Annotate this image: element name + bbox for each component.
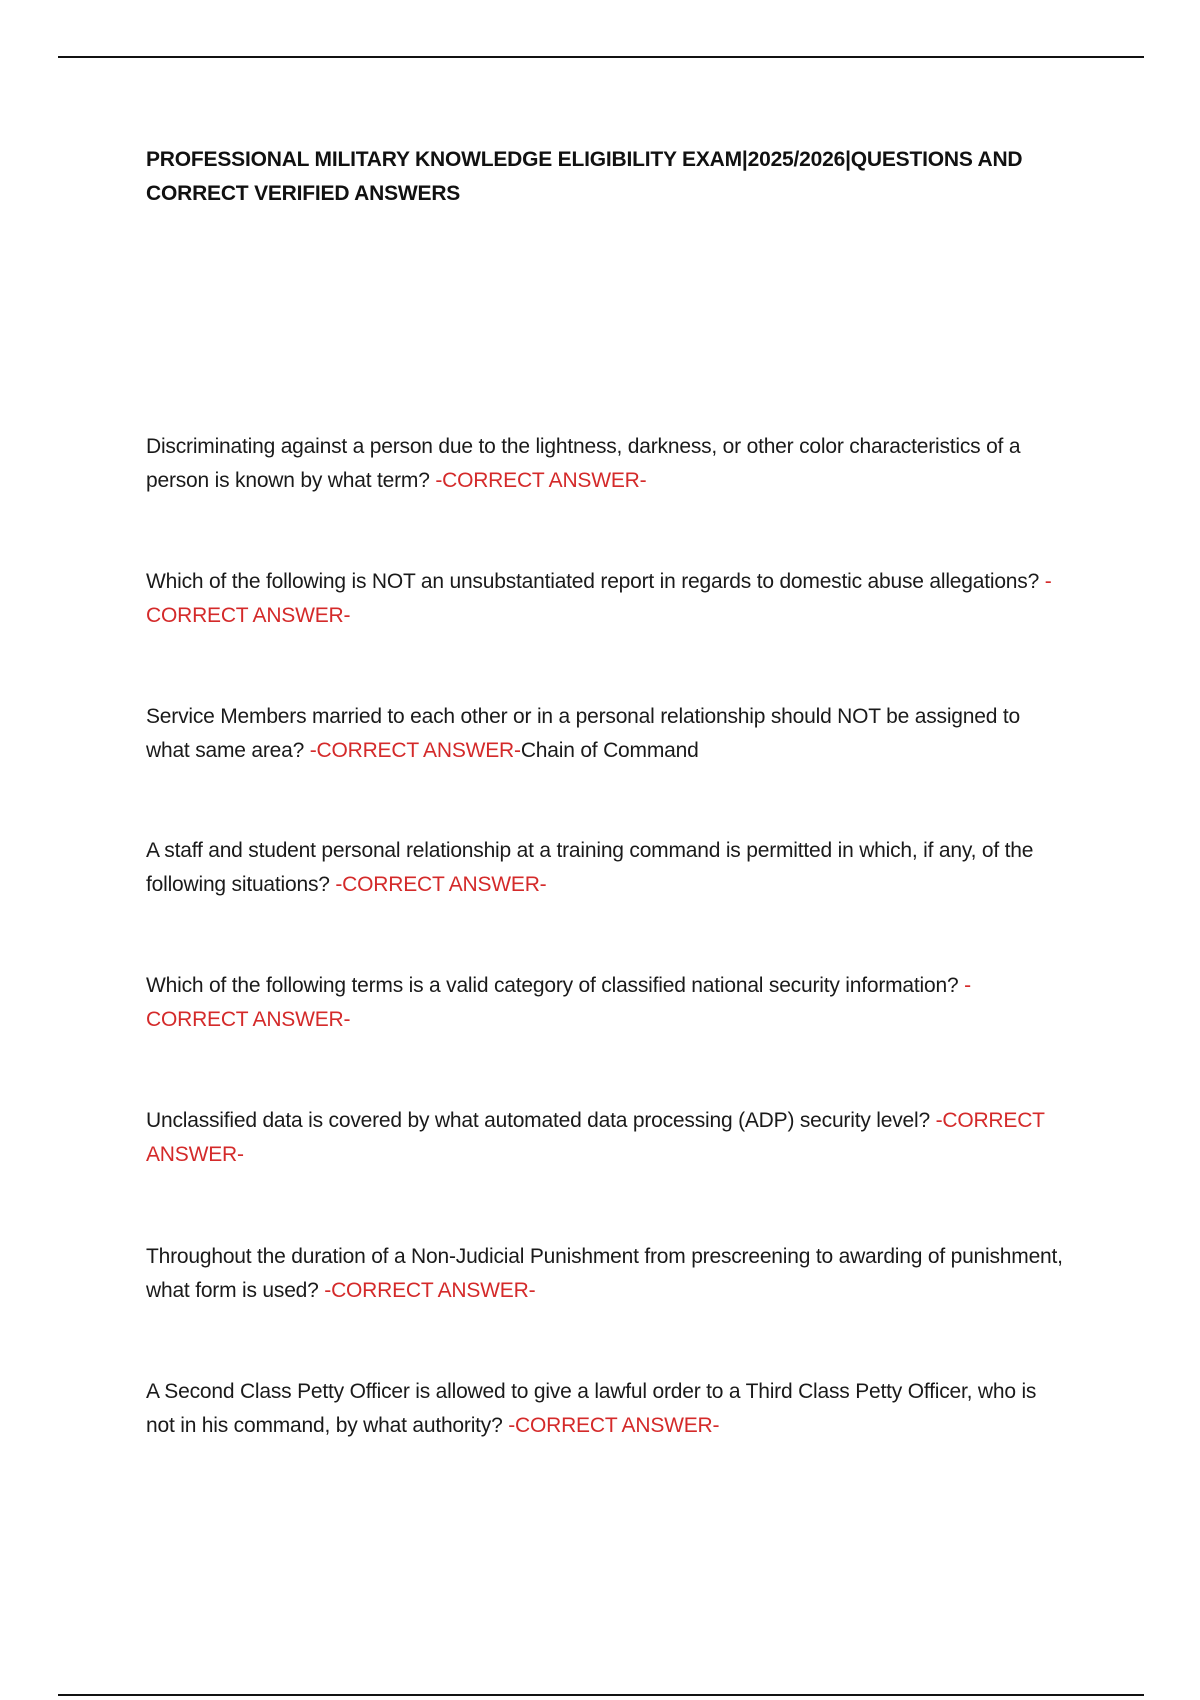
question-item <box>146 700 1066 768</box>
question-text: A staff and student personal relationship at a training command is permitted in which, if any, of the following situations? <box>146 839 1034 896</box>
correct-answer-marker: -CORRECT ANSWER- <box>309 739 521 762</box>
question-text: Unclassified data is covered by what automated data processing (ADP) security level? <box>146 1109 936 1132</box>
question-text: Which of the following terms is a valid category of classified national security information? <box>146 974 965 997</box>
question-item <box>146 430 1066 498</box>
question-item <box>146 1375 1066 1443</box>
question-item <box>146 969 1066 1037</box>
document-title: PROFESSIONAL MILITARY KNOWLEDGE ELIGIBILITY EXAM|2025/2026|QUESTIONS AND CORRECT VERIFIED ANSWERS <box>146 148 1023 205</box>
question-item <box>146 834 1066 902</box>
correct-answer-marker: -CORRECT ANSWER- <box>146 974 971 1031</box>
bottom-rule <box>58 1694 1144 1696</box>
top-rule <box>58 56 1144 58</box>
correct-answer-marker: -CORRECT ANSWER- <box>146 570 1052 627</box>
correct-answer-marker: -CORRECT ANSWER- <box>435 469 647 492</box>
question-text: Service Members married to each other or in a personal relationship should NOT be assigned to what same area? <box>146 705 1020 762</box>
question-text: A Second Class Petty Officer is allowed to give a lawful order to a Third Class Petty Officer, who is not in his command, by what authority? <box>146 1380 1037 1437</box>
correct-answer-marker: -CORRECT ANSWER- <box>324 1279 536 1302</box>
question-text: Which of the following is NOT an unsubstantiated report in regards to domestic abuse allegations? <box>146 570 1045 593</box>
correct-answer-marker: -CORRECT ANSWER- <box>335 873 547 896</box>
question-item <box>146 1104 1066 1172</box>
question-text: Discriminating against a person due to the lightness, darkness, or other color characteristics of a person is known by what term? <box>146 435 1021 492</box>
question-text: Throughout the duration of a Non-Judicial Punishment from prescreening to awarding of punishment, what form is used? <box>146 1245 1063 1302</box>
correct-answer-marker: -CORRECT ANSWER- <box>508 1414 720 1437</box>
answer-text: Chain of Command <box>520 739 699 762</box>
question-item <box>146 565 1066 633</box>
correct-answer-marker: -CORRECT ANSWER- <box>146 1109 1045 1166</box>
question-item <box>146 1240 1066 1308</box>
